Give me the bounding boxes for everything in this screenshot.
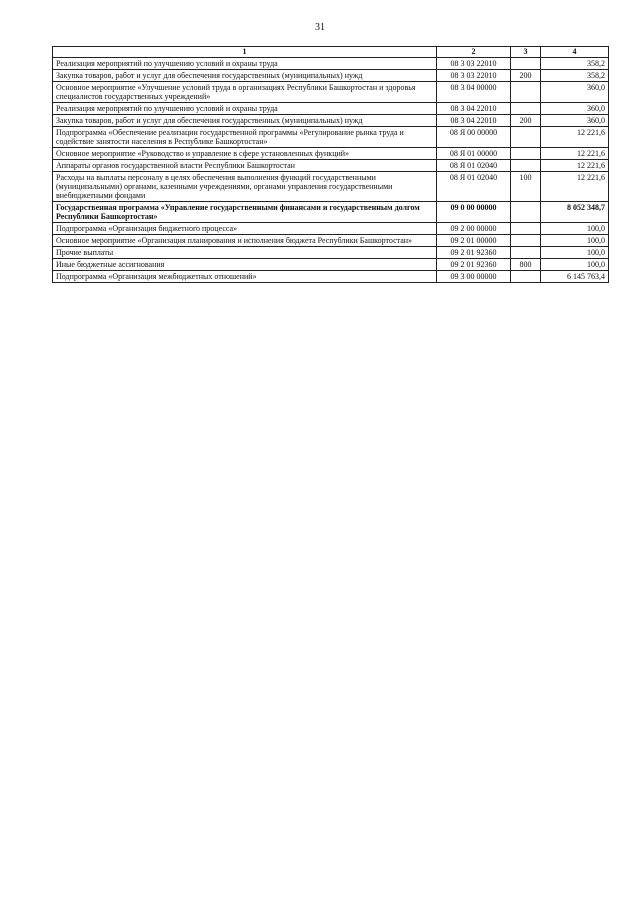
row-name-cell: Подпрограмма «Организация межбюджетных отношений» [53,271,437,283]
row-amount-cell: 358,2 [541,70,609,82]
row-amount-cell: 12 221,6 [541,127,609,148]
row-code-cell: 08 3 03 22010 [437,58,511,70]
row-type-cell [511,160,541,172]
table-row [53,172,609,202]
row-amount-cell: 100,0 [541,235,609,247]
table-row [53,82,609,103]
row-type-cell: 800 [511,259,541,271]
table-row [53,103,609,115]
row-amount-cell: 8 052 348,7 [541,202,609,223]
table-row [53,259,609,271]
row-code-cell: 09 2 01 92360 [437,259,511,271]
row-code-cell: 08 Я 01 02040 [437,160,511,172]
table-row [53,247,609,259]
column-header-name: 1 [53,47,437,58]
row-amount-cell: 360,0 [541,103,609,115]
row-type-cell [511,223,541,235]
row-type-cell [511,202,541,223]
row-amount-cell: 358,2 [541,58,609,70]
row-amount-cell: 360,0 [541,115,609,127]
row-code-cell: 08 3 03 22010 [437,70,511,82]
row-name-cell: Реализация мероприятий по улучшению условий и охраны труда [53,58,437,70]
row-name-cell: Подпрограмма «Организация бюджетного процесса» [53,223,437,235]
row-name-cell: Иные бюджетные ассигнования [53,259,437,271]
row-code-cell: 08 3 04 22010 [437,103,511,115]
row-name-cell: Прочие выплаты [53,247,437,259]
row-type-cell: 200 [511,115,541,127]
table-row [53,202,609,223]
row-code-cell: 09 0 00 00000 [437,202,511,223]
page-number: 31 [315,22,325,33]
row-type-cell: 200 [511,70,541,82]
row-name-cell: Основное мероприятие «Улучшение условий труда в организациях Республики Башкортостан и здоровья специалистов государственных учреждений» [53,82,437,103]
table-row [53,271,609,283]
table-row [53,235,609,247]
row-name-cell: Основное мероприятие «Организация планирования и исполнения бюджета Республики Башкортостан» [53,235,437,247]
row-name-cell: Закупка товаров, работ и услуг для обеспечения государственных (муниципальных) нужд [53,70,437,82]
row-amount-cell: 360,0 [541,82,609,103]
row-type-cell [511,247,541,259]
row-code-cell: 09 2 01 00000 [437,235,511,247]
table-row [53,115,609,127]
row-code-cell: 09 2 01 92360 [437,247,511,259]
row-amount-cell: 100,0 [541,223,609,235]
row-code-cell: 08 Я 01 02040 [437,172,511,202]
row-amount-cell: 100,0 [541,247,609,259]
row-code-cell: 08 3 04 00000 [437,82,511,103]
row-type-cell [511,271,541,283]
table-row [53,223,609,235]
row-amount-cell: 12 221,6 [541,172,609,202]
table-row [53,160,609,172]
row-type-cell [511,148,541,160]
budget-table [52,46,609,283]
row-code-cell: 08 Я 00 00000 [437,127,511,148]
row-name-cell: Государственная программа «Управление государственными финансами и государственным долгом Республики Башкортостан» [53,202,437,223]
row-type-cell [511,58,541,70]
table-header-row [53,47,609,58]
row-code-cell: 08 Я 01 00000 [437,148,511,160]
table-row [53,70,609,82]
row-type-cell [511,235,541,247]
column-header-code: 2 [437,47,511,58]
table-row [53,58,609,70]
row-amount-cell: 6 145 763,4 [541,271,609,283]
row-amount-cell: 100,0 [541,259,609,271]
row-type-cell [511,127,541,148]
row-type-cell [511,103,541,115]
row-name-cell: Основное мероприятие «Руководство и управление в сфере установленных функций» [53,148,437,160]
row-type-cell [511,82,541,103]
row-name-cell: Расходы на выплаты персоналу в целях обеспечения выполнения функций государственными (муниципальными) органами, казенными учреждениями, органами управления государственными внебюджетными фондами [53,172,437,202]
table-row [53,127,609,148]
column-header-type: 3 [511,47,541,58]
row-code-cell: 09 2 00 00000 [437,223,511,235]
column-header-amount: 4 [541,47,609,58]
row-name-cell: Аппараты органов государственной власти Республики Башкортостан [53,160,437,172]
row-name-cell: Реализация мероприятий по улучшению условий и охраны труда [53,103,437,115]
row-amount-cell: 12 221,6 [541,148,609,160]
row-name-cell: Закупка товаров, работ и услуг для обеспечения государственных (муниципальных) нужд [53,115,437,127]
row-code-cell: 08 3 04 22010 [437,115,511,127]
row-name-cell: Подпрограмма «Обеспечение реализации государственной программы «Регулирование рынка труда и содействие занятости населения в Республике Башкортостан» [53,127,437,148]
row-code-cell: 09 3 00 00000 [437,271,511,283]
row-amount-cell: 12 221,6 [541,160,609,172]
row-type-cell: 100 [511,172,541,202]
table-row [53,148,609,160]
